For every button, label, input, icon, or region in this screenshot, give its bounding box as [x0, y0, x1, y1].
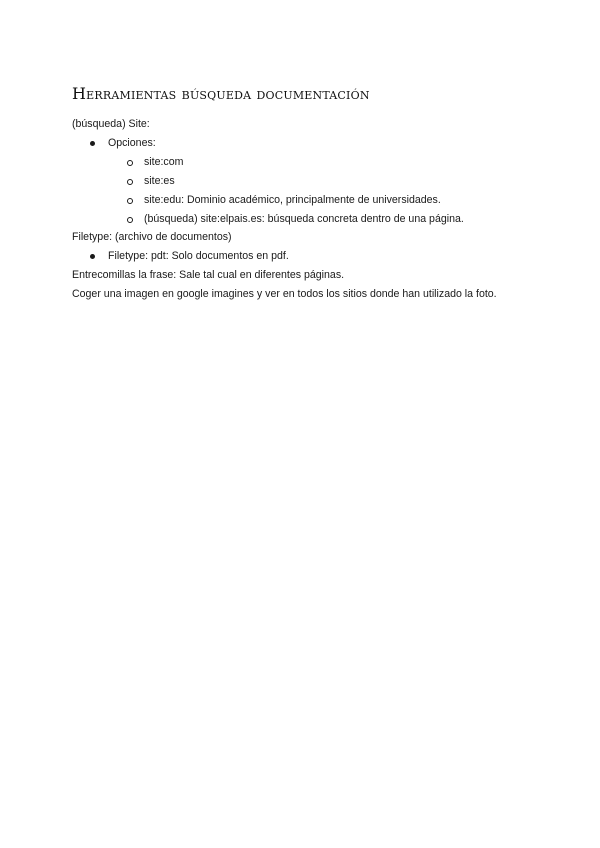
entrecomillas-line: Entrecomillas la frase: Sale tal cual en diferentes páginas.: [72, 269, 345, 281]
list-item-label: Opciones:: [108, 137, 156, 149]
circle-bullet-icon: [127, 198, 133, 204]
site-line: (búsqueda) Site:: [72, 118, 150, 130]
bullet-icon: [90, 254, 95, 259]
circle-bullet-icon: [127, 160, 133, 166]
filetype-line: Filetype: (archivo de documentos): [72, 231, 232, 243]
list-item-site-edu: [127, 193, 547, 207]
bullet-icon: [90, 141, 95, 146]
circle-bullet-icon: [127, 179, 133, 185]
list-item-label: site:com: [144, 156, 184, 168]
list-item-label: site:es: [144, 175, 175, 187]
list-item-site-elpais: [127, 212, 547, 226]
list-item-label: (búsqueda) site:elpais.es: búsqueda concreta dentro de una página.: [144, 213, 464, 225]
circle-bullet-icon: [127, 217, 133, 223]
page-title: Herramientas búsqueda documentación: [72, 84, 370, 103]
list-item-filetype-pdt: [90, 249, 390, 263]
list-item-label: Filetype: pdt: Solo documentos en pdf.: [108, 250, 289, 262]
list-item-label: site:edu: Dominio académico, principalmente de universidades.: [144, 194, 441, 206]
list-item-opciones: [90, 136, 390, 150]
list-item-site-es: [127, 174, 427, 188]
coger-imagen-line: Coger una imagen en google imagines y ver en todos los sitios donde han utilizado la foto.: [72, 288, 497, 300]
list-item-site-com: [127, 155, 427, 169]
